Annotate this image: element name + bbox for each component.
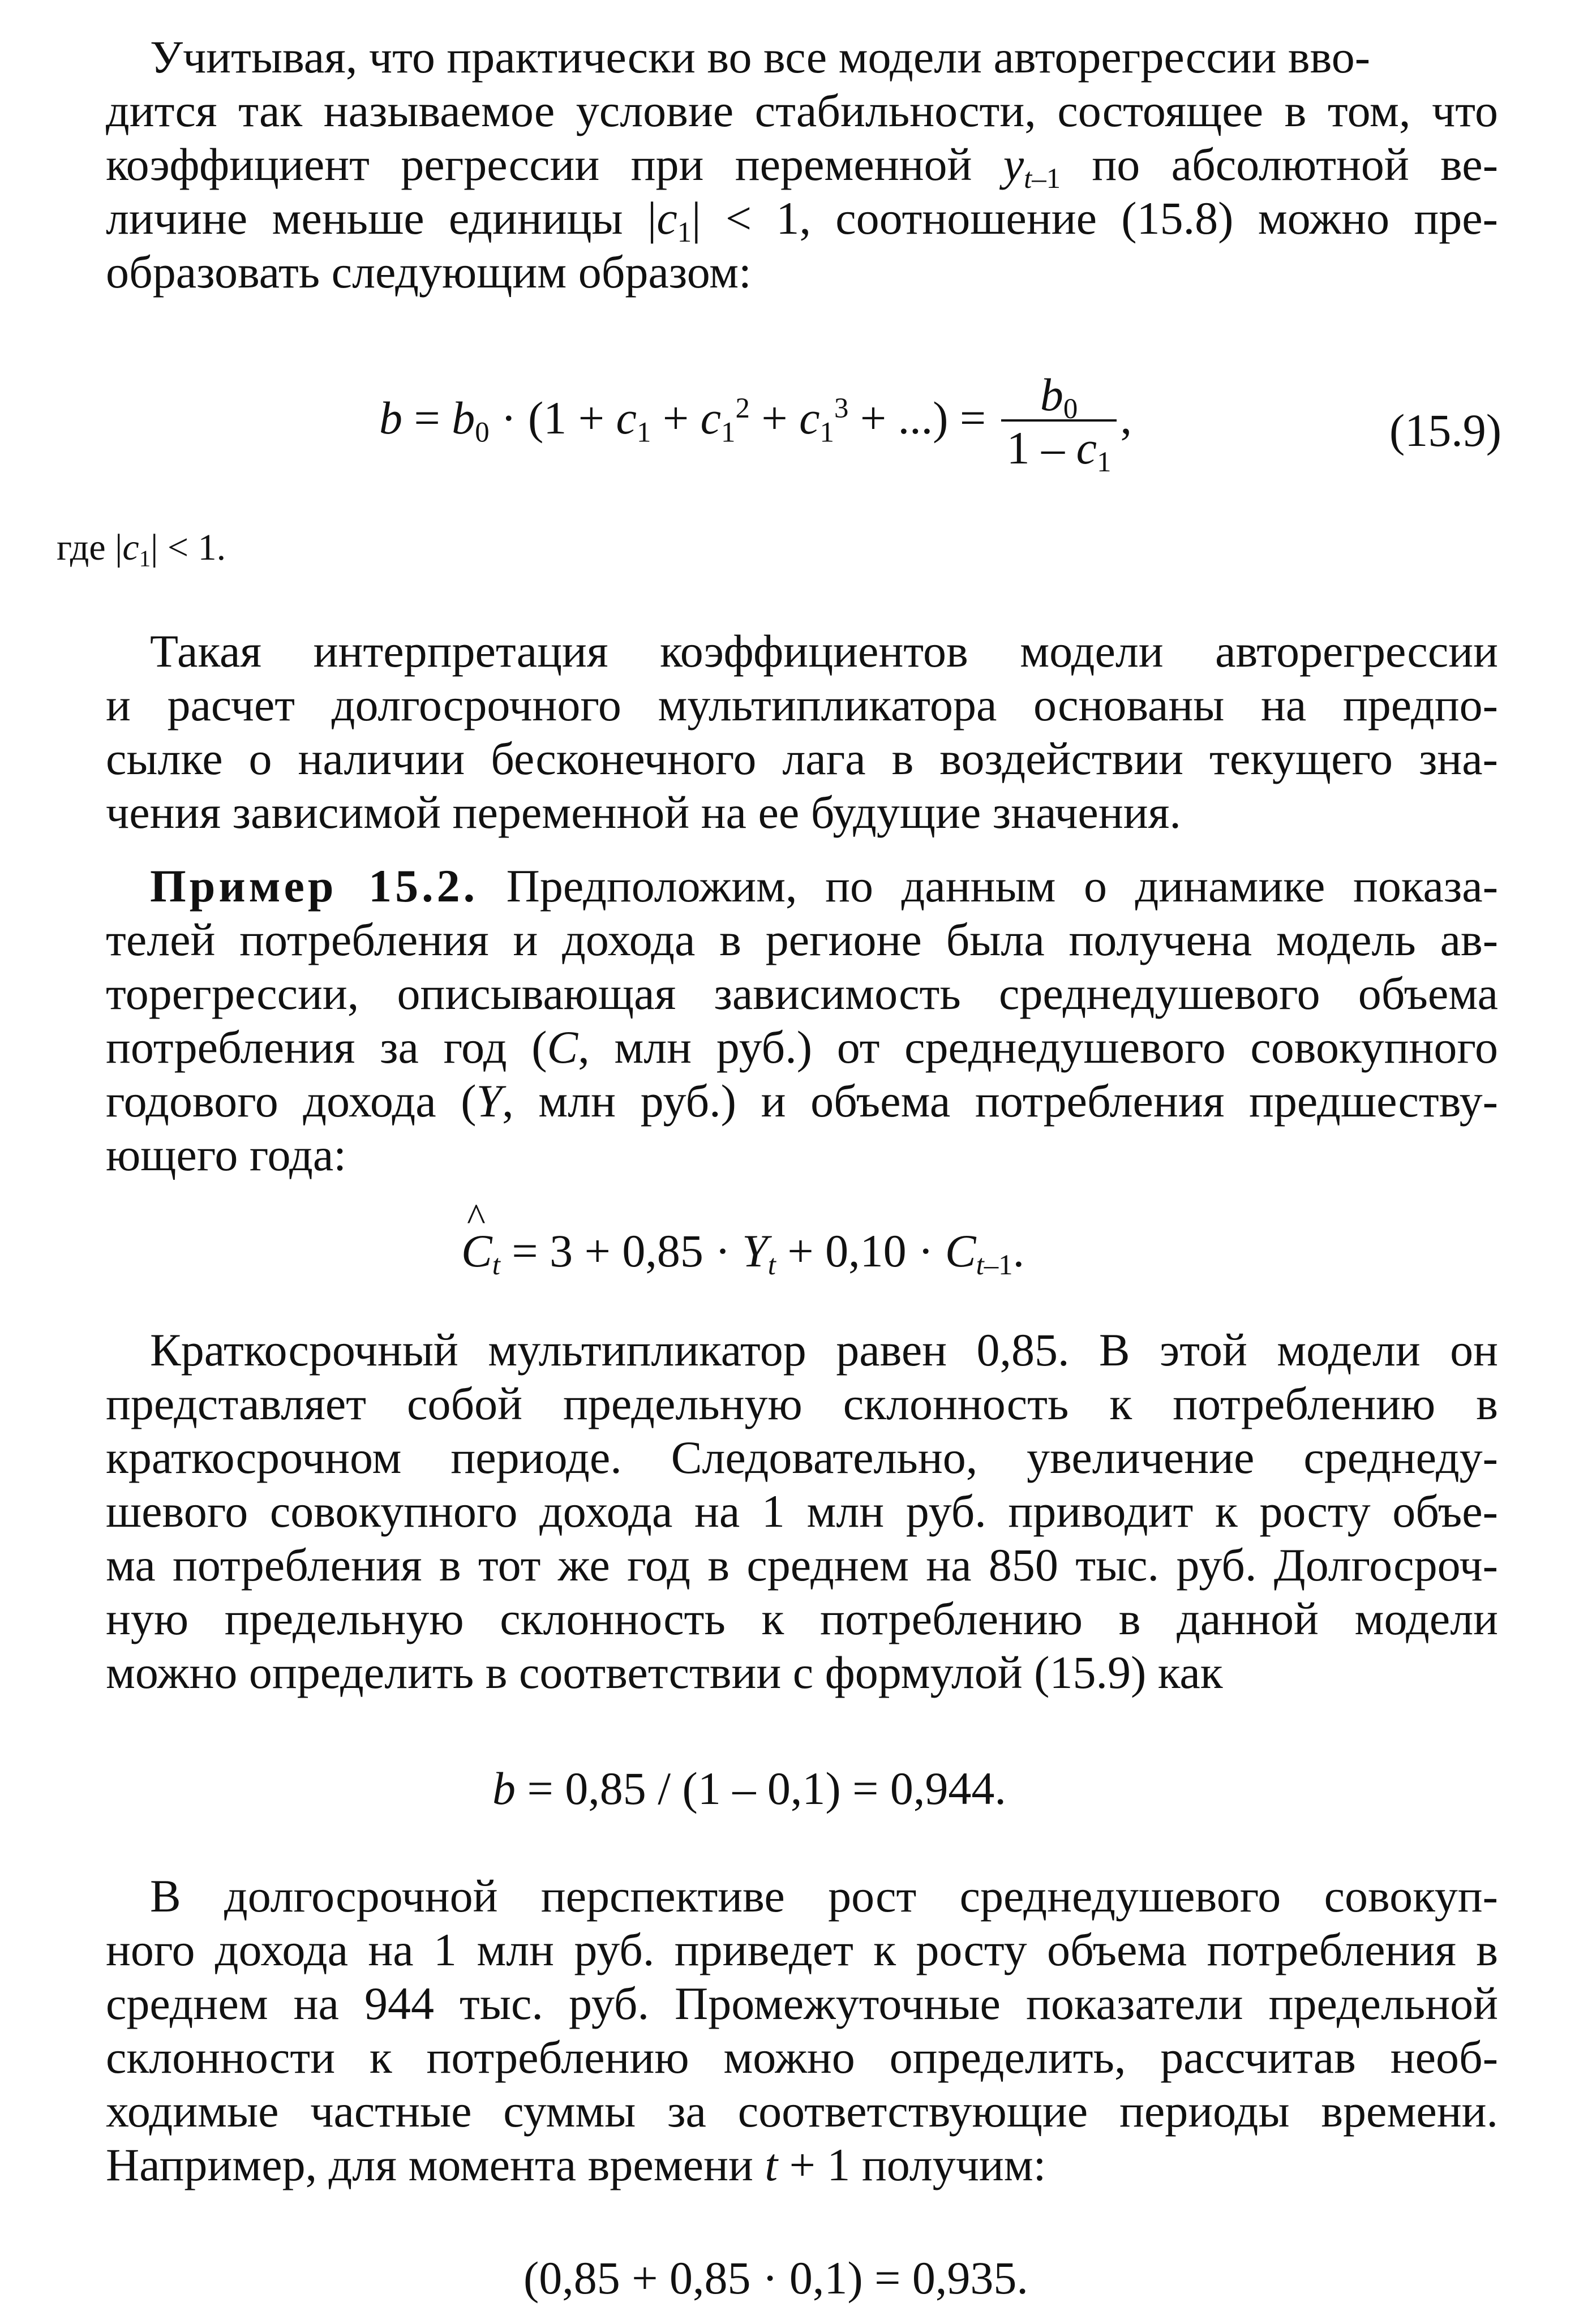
text-line: Учитывая, что практически во все модели авторегрессии вво-	[150, 31, 1371, 83]
text-line: и расчет долгосрочного мультипликатора основаны на предпо-	[106, 679, 1498, 731]
text-line: Например, для момента времени t + 1 получим:	[106, 2139, 1046, 2190]
text-line: ного дохода на 1 млн руб. приведет к росту объема потребления в	[106, 1924, 1498, 1975]
intermediate-equation: (0,85 + 0,85 · 0,1) = 0,935.	[523, 2252, 1028, 2304]
text-line: образовать следующим образом:	[106, 246, 752, 298]
text-fragment: по абсолютной ве-	[1092, 139, 1499, 190]
text-line: представляет собой предельную склонность к потреблению в	[106, 1378, 1498, 1429]
text-line: годового дохода (Y, млн руб.) и объема потребления предшеству-	[106, 1075, 1498, 1127]
fraction: $\frac{b_0}{1 - c_1}$	[1001, 371, 1117, 475]
text-line: коэффициент регрессии при переменной $y_{t-1}$ по абсолютной ве-	[106, 139, 1499, 195]
text-fragment: коэффициент регрессии при переменной	[106, 139, 972, 190]
text-line: шевого совокупного дохода на 1 млн руб. приводит к росту объе-	[106, 1485, 1498, 1537]
text-line: дится так называемое условие стабильности, состоящее в том, что	[106, 85, 1498, 136]
text-line: среднем на 944 тыс. руб. Промежуточные показатели предельной	[106, 1978, 1498, 2029]
text-line: ходимые частные суммы за соответствующие периоды времени.	[106, 2085, 1498, 2137]
text-fragment: личине меньше единицы	[106, 192, 623, 244]
text-line: можно определить в соответствии с формулой (15.9) как	[106, 1647, 1223, 1698]
text-fragment: , млн руб.) и объема потребления предшеству-	[502, 1075, 1498, 1127]
text-line: торегрессии, описывающая зависимость среднедушевого объема	[106, 968, 1498, 1019]
text-fragment: , соотношение (15.8) можно пре-	[799, 192, 1498, 244]
text-line: телей потребления и дохода в регионе была получена модель ав-	[106, 914, 1498, 965]
text-line: ющего года:	[106, 1129, 347, 1180]
text-fragment: потребления за год (	[106, 1021, 547, 1073]
text-line: ную предельную склонность к потреблению в данной модели	[106, 1593, 1498, 1644]
text-line: ма потребления в тот же год в среднем на 850 тыс. руб. Долгосроч-	[106, 1539, 1498, 1591]
formula-condition: где $|c_1| < 1$.	[57, 527, 226, 572]
long-term-equation: b = 0,85 / (1 – 0,1) = 0,944.	[492, 1763, 1006, 1814]
text-fragment: получим:	[861, 2139, 1046, 2190]
text-fragment: годового дохода (	[106, 1075, 477, 1127]
text-line: Краткосрочный мультипликатор равен 0,85. В этой модели он	[150, 1324, 1498, 1376]
text-line	[150, 860, 1499, 912]
text-line: чения зависимой переменной на ее будущие значения.	[106, 787, 1181, 838]
text-fragment: Например, для момента времени	[106, 2139, 753, 2190]
text-line: личине меньше единицы $|c_1| < 1$, соотношение (15.8) можно пре-	[106, 192, 1498, 248]
text-line: потребления за год (C, млн руб.) от среднедушевого совокупного	[106, 1021, 1498, 1073]
text-fragment: Предположим, по данным о динамике показа-	[506, 860, 1499, 912]
text-line: В долгосрочной перспективе рост среднедушевого совокуп-	[150, 1870, 1498, 1922]
text-line: краткосрочном периоде. Следовательно, увеличение среднеду-	[106, 1432, 1498, 1483]
text-line: склонности к потреблению можно определить, рассчитав необ-	[106, 2031, 1498, 2083]
equation-number: (15.9)	[1389, 405, 1502, 456]
text-fragment: , млн руб.) от среднедушевого совокупного	[578, 1021, 1498, 1073]
model-equation: ^ $C_t = 3 + 0,85 \cdot Y_t + 0,10 \cdot C_{t-1}$.	[461, 1228, 1024, 1274]
text-line: сылке о наличии бесконечного лага в воздействии текущего зна-	[106, 733, 1498, 784]
example-title: Пример 15.2.	[150, 860, 479, 912]
text-line: Такая интерпретация коэффициентов модели авторегрессии	[150, 625, 1498, 677]
formula-15-9: $b = b_0 \cdot (1 + c_1 + c_1^2 + c_1^3$ + ...) = $\frac{b_0}{1 - c_1}$ ,	[379, 369, 1132, 478]
